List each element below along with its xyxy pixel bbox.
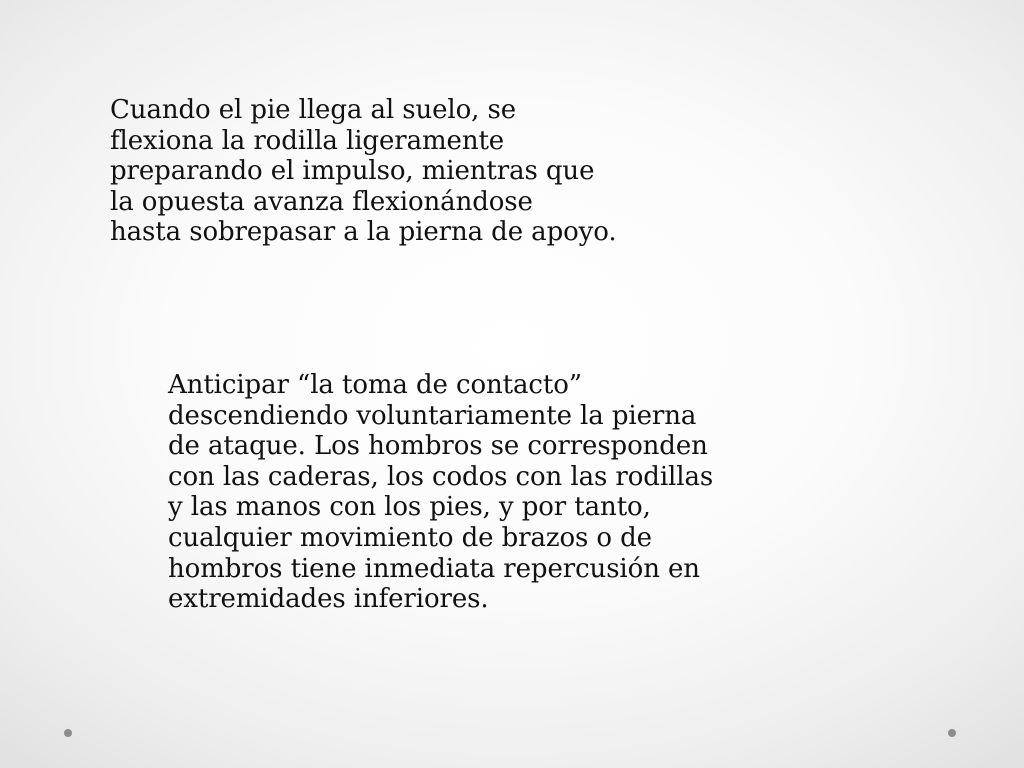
text-paragraph-foot-contact [110, 95, 617, 248]
text-line: preparando el impulso, mientras que [110, 156, 595, 186]
text-line: flexiona la rodilla ligeramente [110, 125, 505, 156]
text-line: de ataque. Los hombros se corresponden [168, 431, 708, 462]
text-line: cualquier movimiento de brazos o de [168, 522, 652, 553]
text-line: hombros tiene inmediata repercusión en [168, 553, 700, 584]
decorative-dot-right [948, 729, 956, 737]
text-line: la opuesta avanza flexionándose [110, 186, 533, 217]
text-line: Anticipar “la toma de contacto” [168, 370, 582, 400]
text-line: descendiendo voluntariamente la pierna [168, 400, 697, 431]
text-line: y las manos con los pies, y por tanto, [168, 492, 651, 523]
text-line: extremidades inferiores. [168, 584, 489, 615]
text-line: con las caderas, los codos con las rodillas [168, 461, 714, 492]
text-paragraph-anticipation [168, 370, 713, 615]
text-line: hasta sobrepasar a la pierna de apoyo. [110, 217, 617, 247]
decorative-dot-left [64, 729, 72, 737]
text-line: Cuando el pie llega al suelo, se [110, 95, 517, 125]
